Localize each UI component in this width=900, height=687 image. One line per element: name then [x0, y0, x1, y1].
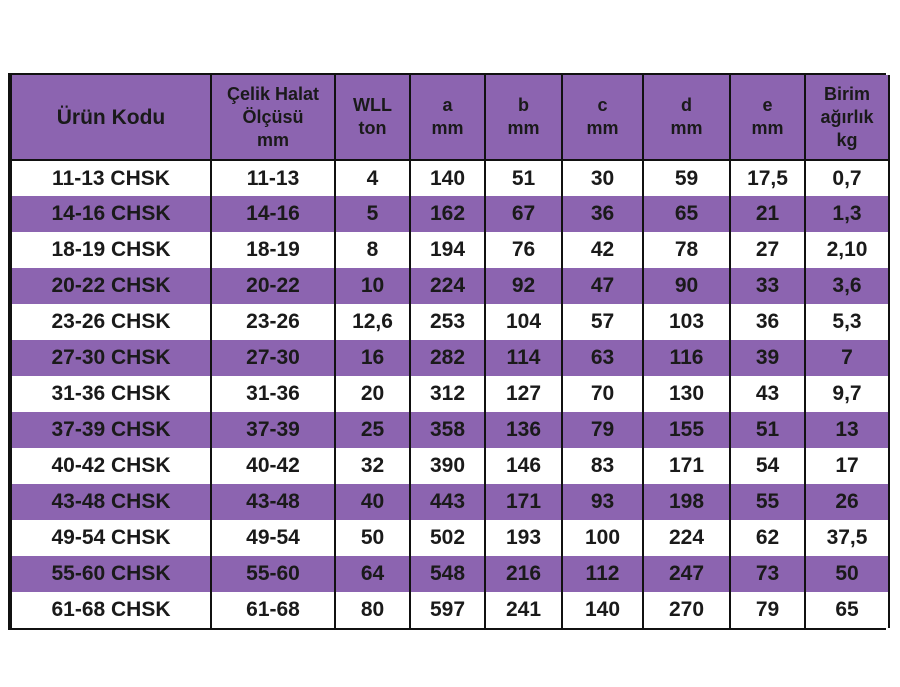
- cell-c: 79: [562, 412, 643, 448]
- cell-birim-agirlik: 2,10: [805, 232, 889, 268]
- cell-birim-agirlik: 5,3: [805, 304, 889, 340]
- cell-wll: 40: [335, 484, 410, 520]
- cell-birim-agirlik: 7: [805, 340, 889, 376]
- cell-a: 140: [410, 160, 485, 196]
- header-b: [485, 75, 562, 160]
- cell-urun-kodu: 27-30 CHSK: [11, 340, 211, 376]
- header-line: Birim: [823, 83, 870, 104]
- cell-d: 65: [643, 196, 730, 232]
- header-line: e: [762, 95, 773, 115]
- cell-urun-kodu: 14-16 CHSK: [11, 196, 211, 232]
- table-body: [11, 160, 889, 628]
- header-line: c: [597, 95, 608, 115]
- header-line: mm: [507, 118, 540, 138]
- cell-birim-agirlik: 1,3: [805, 196, 889, 232]
- table-row: [11, 592, 889, 628]
- cell-d: 116: [643, 340, 730, 376]
- cell-b: 241: [485, 592, 562, 628]
- cell-e: 55: [730, 484, 805, 520]
- table-row: [11, 160, 889, 196]
- cell-c: 57: [562, 304, 643, 340]
- header-line: mm: [751, 118, 784, 138]
- cell-b: 216: [485, 556, 562, 592]
- cell-e: 73: [730, 556, 805, 592]
- cell-celik-halat-olcusu: 14-16: [211, 196, 335, 232]
- cell-birim-agirlik: 50: [805, 556, 889, 592]
- cell-wll: 20: [335, 376, 410, 412]
- cell-urun-kodu: 20-22 CHSK: [11, 268, 211, 304]
- table-row: [11, 448, 889, 484]
- cell-urun-kodu: 23-26 CHSK: [11, 304, 211, 340]
- cell-c: 140: [562, 592, 643, 628]
- cell-b: 146: [485, 448, 562, 484]
- cell-wll: 64: [335, 556, 410, 592]
- cell-a: 548: [410, 556, 485, 592]
- cell-c: 93: [562, 484, 643, 520]
- cell-celik-halat-olcusu: 31-36: [211, 376, 335, 412]
- cell-urun-kodu: 37-39 CHSK: [11, 412, 211, 448]
- header-celik-halat-olcusu: [211, 75, 335, 160]
- cell-b: 67: [485, 196, 562, 232]
- cell-birim-agirlik: 3,6: [805, 268, 889, 304]
- cell-celik-halat-olcusu: 61-68: [211, 592, 335, 628]
- cell-urun-kodu: 11-13 CHSK: [11, 160, 211, 196]
- cell-d: 90: [643, 268, 730, 304]
- table-row: [11, 268, 889, 304]
- header-line: mm: [670, 118, 703, 138]
- cell-celik-halat-olcusu: 43-48: [211, 484, 335, 520]
- cell-birim-agirlik: 26: [805, 484, 889, 520]
- cell-b: 127: [485, 376, 562, 412]
- cell-urun-kodu: 40-42 CHSK: [11, 448, 211, 484]
- cell-a: 597: [410, 592, 485, 628]
- cell-birim-agirlik: 13: [805, 412, 889, 448]
- table-row: [11, 340, 889, 376]
- cell-birim-agirlik: 9,7: [805, 376, 889, 412]
- cell-urun-kodu: 31-36 CHSK: [11, 376, 211, 412]
- header-urun-kodu: [11, 75, 211, 160]
- cell-b: 114: [485, 340, 562, 376]
- table-row: [11, 556, 889, 592]
- cell-c: 36: [562, 196, 643, 232]
- header-line: mm: [586, 118, 619, 138]
- cell-celik-halat-olcusu: 18-19: [211, 232, 335, 268]
- table-row: [11, 376, 889, 412]
- table-row: [11, 520, 889, 556]
- cell-urun-kodu: 61-68 CHSK: [11, 592, 211, 628]
- cell-e: 17,5: [730, 160, 805, 196]
- cell-e: 51: [730, 412, 805, 448]
- cell-c: 70: [562, 376, 643, 412]
- cell-a: 502: [410, 520, 485, 556]
- cell-c: 47: [562, 268, 643, 304]
- header-line: kg: [836, 129, 858, 150]
- table-header: [11, 75, 889, 160]
- cell-d: 198: [643, 484, 730, 520]
- table-row: [11, 232, 889, 268]
- cell-birim-agirlik: 37,5: [805, 520, 889, 556]
- header-line: Ürün Kodu: [56, 105, 166, 129]
- cell-urun-kodu: 43-48 CHSK: [11, 484, 211, 520]
- cell-c: 42: [562, 232, 643, 268]
- header-line: Ölçüsü: [242, 106, 304, 127]
- cell-c: 63: [562, 340, 643, 376]
- header-line: ton: [358, 118, 387, 138]
- cell-wll: 50: [335, 520, 410, 556]
- cell-birim-agirlik: 0,7: [805, 160, 889, 196]
- header-line: ağırlık: [820, 106, 874, 127]
- cell-a: 358: [410, 412, 485, 448]
- cell-a: 443: [410, 484, 485, 520]
- cell-birim-agirlik: 65: [805, 592, 889, 628]
- header-d: [643, 75, 730, 160]
- header-line: mm: [431, 118, 464, 138]
- header-line: b: [518, 95, 529, 115]
- cell-c: 83: [562, 448, 643, 484]
- header-wll: [335, 75, 410, 160]
- cell-wll: 8: [335, 232, 410, 268]
- cell-e: 79: [730, 592, 805, 628]
- header-c: [562, 75, 643, 160]
- cell-c: 100: [562, 520, 643, 556]
- cell-d: 171: [643, 448, 730, 484]
- cell-b: 51: [485, 160, 562, 196]
- cell-b: 76: [485, 232, 562, 268]
- cell-celik-halat-olcusu: 55-60: [211, 556, 335, 592]
- cell-a: 282: [410, 340, 485, 376]
- cell-urun-kodu: 55-60 CHSK: [11, 556, 211, 592]
- cell-e: 33: [730, 268, 805, 304]
- cell-e: 21: [730, 196, 805, 232]
- table-row: [11, 412, 889, 448]
- cell-e: 27: [730, 232, 805, 268]
- cell-wll: 80: [335, 592, 410, 628]
- cell-d: 247: [643, 556, 730, 592]
- cell-wll: 12,6: [335, 304, 410, 340]
- cell-urun-kodu: 49-54 CHSK: [11, 520, 211, 556]
- cell-e: 36: [730, 304, 805, 340]
- header-line: a: [442, 95, 453, 115]
- cell-celik-halat-olcusu: 40-42: [211, 448, 335, 484]
- cell-e: 39: [730, 340, 805, 376]
- cell-a: 253: [410, 304, 485, 340]
- cell-celik-halat-olcusu: 11-13: [211, 160, 335, 196]
- product-spec-table: [10, 75, 890, 628]
- header-line: mm: [256, 129, 289, 150]
- header-row: [11, 75, 889, 160]
- cell-wll: 5: [335, 196, 410, 232]
- cell-b: 92: [485, 268, 562, 304]
- cell-a: 162: [410, 196, 485, 232]
- cell-d: 78: [643, 232, 730, 268]
- cell-wll: 16: [335, 340, 410, 376]
- cell-c: 112: [562, 556, 643, 592]
- cell-d: 103: [643, 304, 730, 340]
- cell-celik-halat-olcusu: 49-54: [211, 520, 335, 556]
- cell-celik-halat-olcusu: 23-26: [211, 304, 335, 340]
- table-row: [11, 484, 889, 520]
- cell-a: 224: [410, 268, 485, 304]
- cell-birim-agirlik: 17: [805, 448, 889, 484]
- cell-b: 104: [485, 304, 562, 340]
- cell-celik-halat-olcusu: 37-39: [211, 412, 335, 448]
- cell-wll: 4: [335, 160, 410, 196]
- product-spec-table-container: [8, 73, 886, 630]
- header-line: d: [681, 95, 692, 115]
- table-row: [11, 304, 889, 340]
- header-a: [410, 75, 485, 160]
- cell-a: 312: [410, 376, 485, 412]
- cell-celik-halat-olcusu: 20-22: [211, 268, 335, 304]
- cell-b: 171: [485, 484, 562, 520]
- header-e: [730, 75, 805, 160]
- header-line: WLL: [353, 95, 392, 115]
- cell-celik-halat-olcusu: 27-30: [211, 340, 335, 376]
- cell-d: 155: [643, 412, 730, 448]
- cell-e: 43: [730, 376, 805, 412]
- cell-c: 30: [562, 160, 643, 196]
- header-birim-agirlik: [805, 75, 889, 160]
- cell-wll: 32: [335, 448, 410, 484]
- cell-d: 59: [643, 160, 730, 196]
- cell-d: 130: [643, 376, 730, 412]
- cell-d: 270: [643, 592, 730, 628]
- cell-e: 62: [730, 520, 805, 556]
- header-line: Çelik Halat: [226, 83, 320, 104]
- cell-d: 224: [643, 520, 730, 556]
- cell-wll: 25: [335, 412, 410, 448]
- table-row: [11, 196, 889, 232]
- cell-a: 390: [410, 448, 485, 484]
- cell-e: 54: [730, 448, 805, 484]
- cell-urun-kodu: 18-19 CHSK: [11, 232, 211, 268]
- cell-b: 136: [485, 412, 562, 448]
- cell-b: 193: [485, 520, 562, 556]
- cell-wll: 10: [335, 268, 410, 304]
- cell-a: 194: [410, 232, 485, 268]
